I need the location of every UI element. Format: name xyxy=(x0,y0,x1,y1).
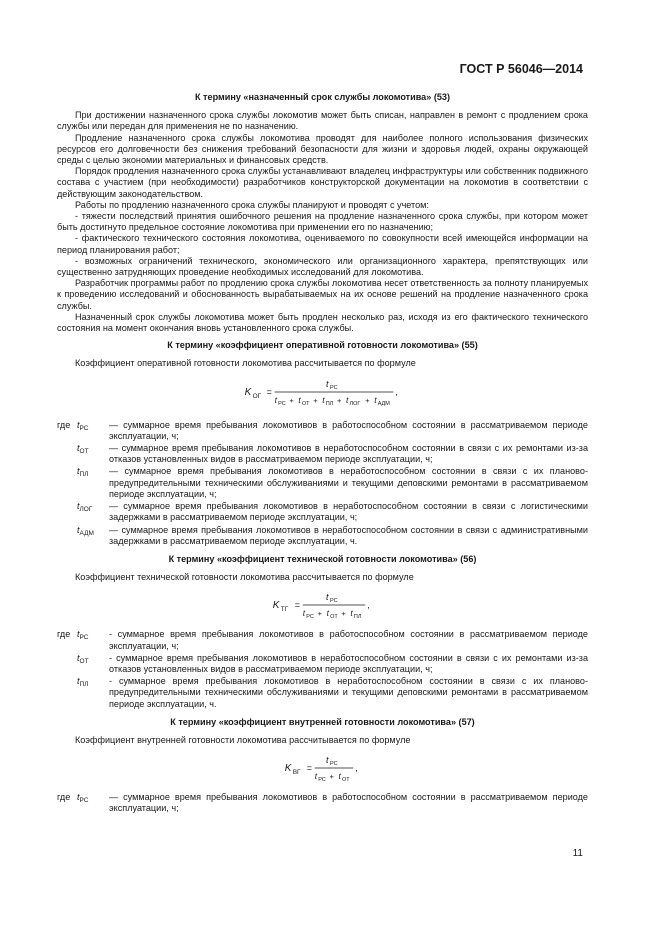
formula-intro: Коэффициент внутренней готовности локомотива рассчитывается по формуле xyxy=(75,734,411,745)
formula-num-sub: РС xyxy=(330,598,338,605)
formula-num: t xyxy=(326,755,329,766)
formula-num: t xyxy=(326,592,329,603)
definition-lead xyxy=(57,501,77,523)
paragraph: Работы по продлению назначенного срока службы планируют и проводят с учетом: xyxy=(75,199,429,210)
formula-den-term: t xyxy=(326,608,329,619)
definition-lead xyxy=(57,443,77,465)
definition-row xyxy=(57,792,588,814)
formula-den-sub: РС xyxy=(306,614,314,621)
formula-equals: = xyxy=(294,600,301,611)
formula-plus: + xyxy=(329,772,334,782)
formula-lhs-sub: ОГ xyxy=(252,392,262,400)
definition-text: — суммарное время пребывания локомотивов в работоспособном состоянии в рассматриваемом периоде эксплуатации, ч; xyxy=(109,419,588,441)
formula-den-term: t xyxy=(298,394,301,405)
formula-plus: + xyxy=(365,395,370,405)
definition-lead: где xyxy=(57,419,71,430)
paragraph: При достижении назначенного срока службы локомотив может быть списан, направлен в ремонт с продлением срока службы или передан для применения не по назначению. xyxy=(57,110,588,132)
formula-equals: = xyxy=(266,386,272,397)
definition-symbol: $t_{ПЛ}$ xyxy=(77,466,89,479)
definition-row xyxy=(57,525,588,547)
page-number: 11 xyxy=(572,848,583,859)
formula-lhs: K xyxy=(244,386,252,398)
definition-symbol: $t_{ОТ}$ xyxy=(77,443,89,456)
definition-text: — суммарное время пребывания локомотивов в работоспособном состоянии в рассматриваемом периоде эксплуатации, ч; xyxy=(109,792,588,814)
definition-text: - суммарное время пребывания локомотивов в неработоспособном состоянии в связи с их ремонтами из-за отказов установленных видов в рассматриваемом периоде эксплуатации, ч; xyxy=(109,652,588,674)
formula-den-term: t xyxy=(374,394,377,405)
formula-comma: , xyxy=(395,386,398,397)
formula-plus: + xyxy=(341,609,346,619)
definition-text: - суммарное время пребывания локомотивов в неработоспособном состоянии в связи с их планово-предупредительными техническими обслуживаниями и текущими деповскими ремонтами в рассматриваемом периоде эксплуатации, ч. xyxy=(109,676,588,709)
definition-text: — суммарное время пребывания локомотивов в неработоспособном состоянии в связи с их планово-предупредительными техническими обслуживаниями и текущими деповскими ремонтами в рассматриваемом периоде эксплуатации, ч; xyxy=(109,466,588,499)
formula-den-sub: РС xyxy=(318,777,326,784)
definition-row xyxy=(57,629,588,651)
formula-lhs: K xyxy=(284,763,292,775)
definition-symbol: $t_{ОТ}$ xyxy=(77,652,89,665)
formula-den-term: t xyxy=(274,394,277,405)
definition-text: — суммарное время пребывания локомотивов в неработоспособном состоянии в связи с их ремонтами из-за отказов установленных видов в рассматриваемом периоде эксплуатации, ч; xyxy=(109,443,588,465)
formula-den-sub: ОТ xyxy=(301,400,310,407)
paragraph: Порядок продления назначенного срока службы устанавливают владелец инфраструктуры или собственник подвижного состава с участием (при необходимости) разработчиков конструкторской документации на локомотив в соответствии с действующим законодательством. xyxy=(57,166,588,199)
list-item: - возможных ограничений технического, экономического или организационного характера, препятствующих или существенно затрудняющих проведение необходимых исследований для локомотива. xyxy=(57,255,588,278)
heading-56: К термину «коэффициент технической готовности локомотива» (56) xyxy=(168,553,477,564)
definition-text: — суммарное время пребывания локомотивов в неработоспособном состоянии в связи с административными задержками в рассматриваемом периоде эксплуатации, ч. xyxy=(109,524,588,546)
definition-lead xyxy=(57,653,77,675)
page-content xyxy=(57,92,588,816)
definition-symbol: $t_{РС}$ xyxy=(77,629,89,642)
formula-den-sub: ОТ xyxy=(330,614,338,621)
formula-kvg xyxy=(57,746,588,792)
formula-den-term: t xyxy=(314,771,318,782)
formula-den-term: t xyxy=(346,394,349,405)
definition-lead xyxy=(57,676,77,710)
definition-row xyxy=(57,653,588,675)
formula-num-sub: РС xyxy=(330,384,338,391)
definition-lead: где xyxy=(57,792,71,803)
definition-row xyxy=(57,420,588,442)
definitions-57 xyxy=(57,792,588,814)
formula-den-term: t xyxy=(322,394,325,405)
paragraph: Разработчик программы работ по продлению срока службы локомотива несет ответственность за полноту планируемых к проведению исследований и обоснованность вырабатываемых на их основе решений на продление назначенного срока службы. xyxy=(57,278,588,311)
paragraph: Назначенный срок службы локомотива может быть продлен несколько раз, исходя из его фактического технического состояния на момент окончания вновь установленного срока службы. xyxy=(57,311,588,334)
definition-symbol: $t_{ЛОГ}$ xyxy=(77,501,93,514)
definitions-56 xyxy=(57,629,588,709)
formula-den-sub: РС xyxy=(278,400,286,407)
formula-den-term: t xyxy=(338,771,341,782)
formula-num: t xyxy=(326,378,329,389)
formula-num-sub: РС xyxy=(330,761,338,768)
definition-row xyxy=(57,466,588,500)
formula-plus: + xyxy=(313,395,318,405)
definition-text: — суммарное время пребывания локомотивов в неработоспособном состоянии в связи с логистическими задержками в рассматриваемом периоде эксплуатации, ч; xyxy=(109,501,588,523)
definition-text: - суммарное время пребывания локомотивов в работоспособном состоянии в рассматриваемом периоде эксплуатации, ч; xyxy=(109,629,588,651)
heading-53: К термину «назначенный срок службы локомотива» (53) xyxy=(194,92,450,102)
formula-lhs-sub: ТГ xyxy=(280,606,289,614)
definition-symbol: $t_{РС}$ xyxy=(77,792,89,805)
heading-57: К термину «коэффициент внутренней готовности локомотива» (57) xyxy=(170,716,475,727)
formula-intro: Коэффициент оперативной готовности локомотива рассчитывается по формуле xyxy=(75,358,416,369)
formula-den-term: t xyxy=(302,608,306,619)
definition-lead: где xyxy=(57,629,71,640)
standard-code: ГОСТ Р 56046—2014 xyxy=(459,62,583,76)
formula-den-term: t xyxy=(350,608,353,619)
heading-55: К термину «коэффициент оперативной готовности локомотива» (55) xyxy=(167,340,478,351)
formula-den-sub: ПЛ xyxy=(325,400,334,407)
formula-den-sub: ПЛ xyxy=(353,614,362,621)
definition-row xyxy=(57,676,588,710)
formula-kog xyxy=(57,370,588,420)
formula-ktg xyxy=(57,583,588,629)
formula-equals: = xyxy=(306,763,312,774)
formula-comma: , xyxy=(367,600,370,611)
formula-plus: + xyxy=(337,395,342,405)
formula-lhs-sub: ВГ xyxy=(292,769,301,777)
paragraph: Продление назначенного срока службы локомотива проводят для наиболее полного использования физических ресурсов его долговечности без снижения требований безопасности для жизни и здоровья людей, охраны окружающей среды с целью экономии материальных и финансовых средств. xyxy=(57,132,588,166)
definition-row xyxy=(57,501,588,523)
definitions-55 xyxy=(57,420,588,547)
definition-symbol: $t_{РС}$ xyxy=(77,419,89,432)
formula-plus: + xyxy=(289,395,294,405)
formula-lhs: K xyxy=(272,600,280,612)
formula-den-sub: АДМ xyxy=(377,400,390,407)
list-item: - тяжести последствий принятия ошибочного решения на продление назначенного срока службы, при котором может быть достигнуто предельное состояние локомотива при применении его по назначению; xyxy=(57,211,588,233)
formula-plus: + xyxy=(317,609,322,619)
definition-lead xyxy=(57,525,77,547)
definition-symbol: $t_{АДМ}$ xyxy=(77,524,94,537)
formula-den-sub: ОТ xyxy=(342,777,350,784)
definition-lead xyxy=(57,466,77,500)
formula-intro: Коэффициент технической готовности локомотива рассчитывается по формуле xyxy=(75,572,414,583)
formula-comma: , xyxy=(355,763,358,774)
formula-den-sub: ЛОГ xyxy=(349,400,361,407)
list-item: - фактического технического состояния локомотива, оцениваемого по совокупности всей имеющейся информации на период планирования работ; xyxy=(57,233,588,255)
definition-row xyxy=(57,443,588,465)
definition-symbol: $t_{ПЛ}$ xyxy=(77,676,89,689)
